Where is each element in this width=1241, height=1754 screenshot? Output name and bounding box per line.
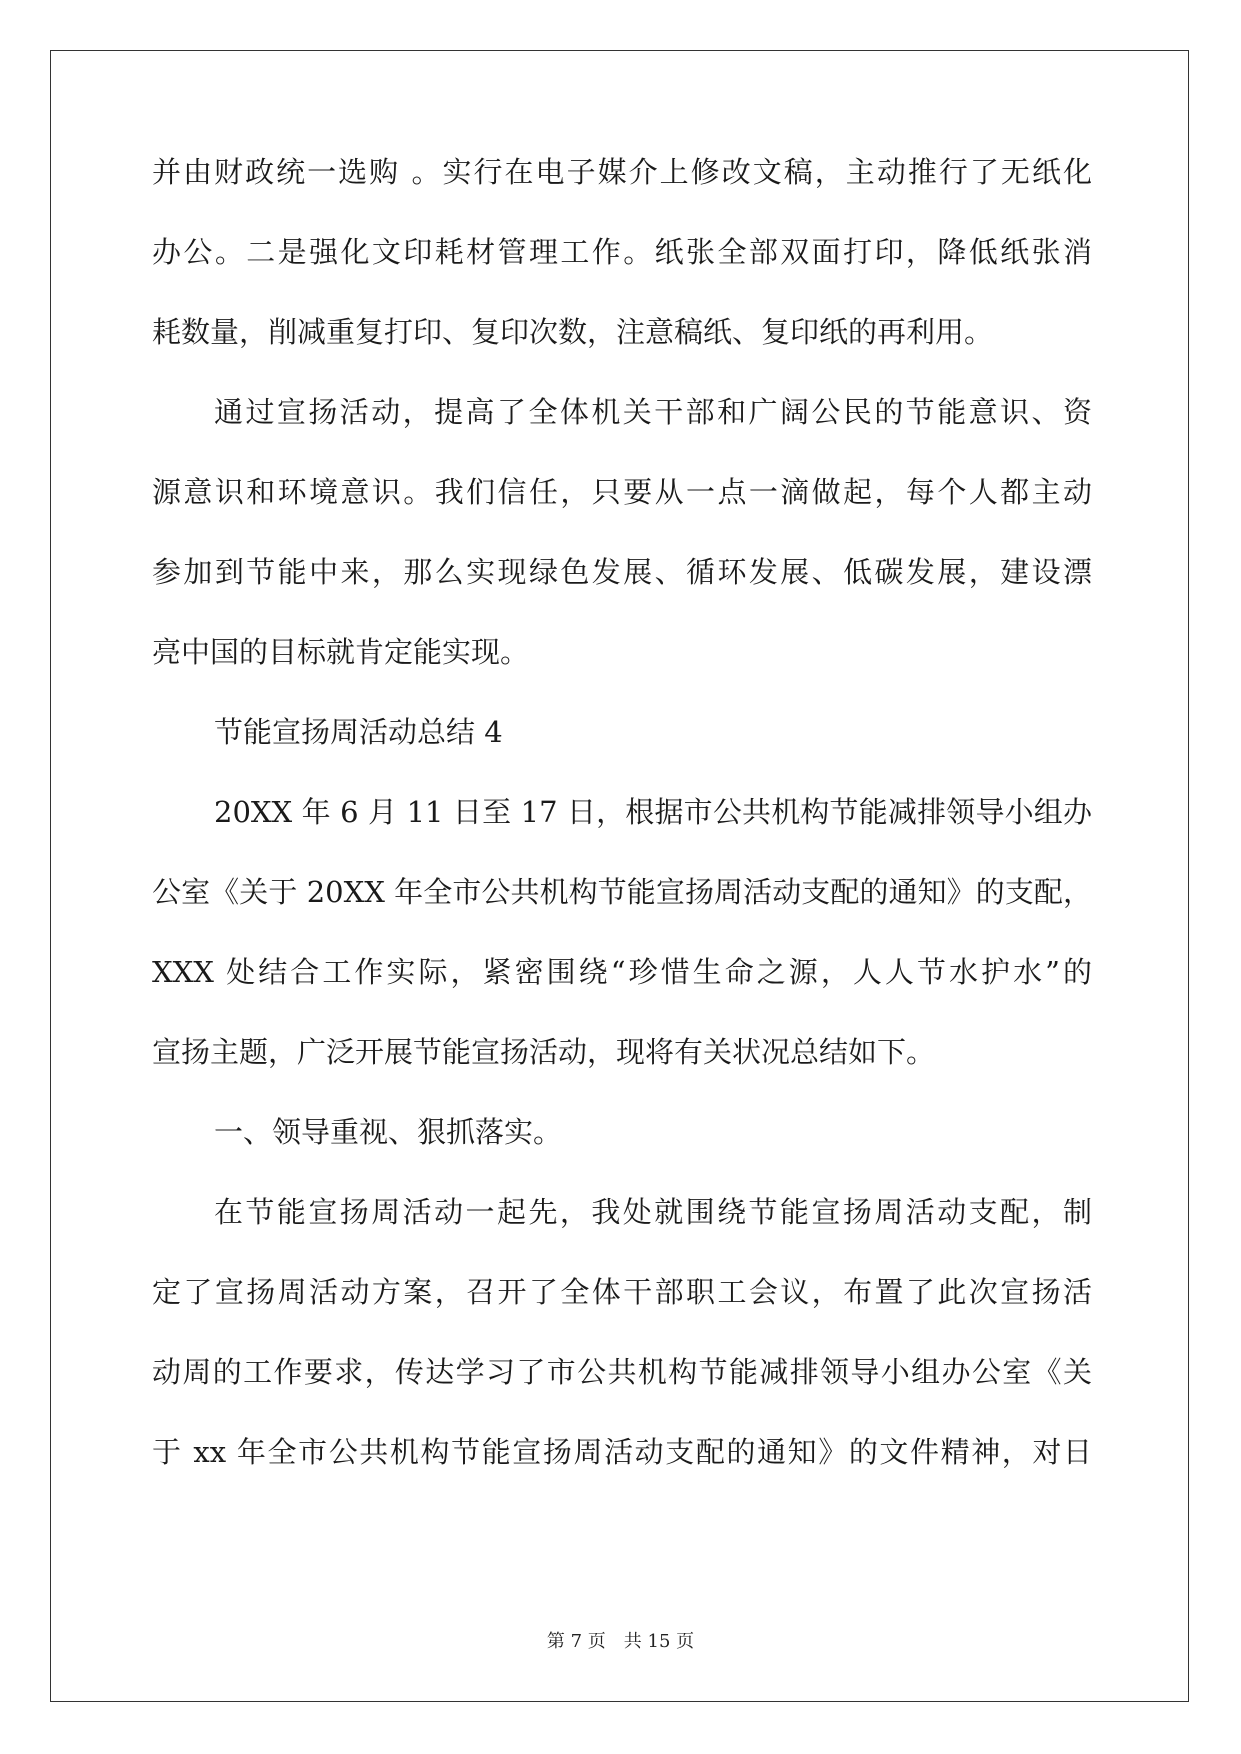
text-line: 办公。二是强化文印耗材管理工作。纸张全部双面打印，降低纸张消 xyxy=(152,235,1092,269)
text-line: 动周的工作要求，传达学习了市公共机构节能减排领导小组办公室《关 xyxy=(152,1355,1092,1389)
text-line: 公室《关于 20XX 年全市公共机构节能宣扬周活动支配的通知》的支配， xyxy=(152,875,1092,909)
text-line: 定了宣扬周活动方案，召开了全体干部职工会议，布置了此次宣扬活 xyxy=(152,1275,1092,1309)
subsection-heading: 一、领导重视、狠抓落实。 xyxy=(214,1115,563,1149)
text-line: XXX 处结合工作实际，紧密围绕“珍惜生命之源，人人节水护水”的 xyxy=(152,955,1092,989)
page-number: 第 7 页 共 15 页 xyxy=(546,1631,695,1652)
text-line: 宣扬主题，广泛开展节能宣扬活动，现将有关状况总结如下。 xyxy=(152,1035,936,1069)
section-heading: 节能宣扬周活动总结 4 xyxy=(214,715,503,749)
text-line: 通过宣扬活动，提高了全体机关干部和广阔公民的节能意识、资 xyxy=(214,395,1092,429)
text-line: 源意识和环境意识。我们信任，只要从一点一滴做起，每个人都主动 xyxy=(152,475,1092,509)
text-line: 在节能宣扬周活动一起先，我处就围绕节能宣扬周活动支配，制 xyxy=(214,1195,1092,1229)
text-line: 20XX 年 6 月 11 日至 17 日，根据市公共机构节能减排领导小组办 xyxy=(214,795,1092,829)
text-line: 并由财政统一选购 。实行在电子媒介上修改文稿，主动推行了无纸化 xyxy=(152,155,1092,189)
text-line: 于 xx 年全市公共机构节能宣扬周活动支配的通知》的文件精神，对日 xyxy=(152,1435,1092,1469)
text-line: 亮中国的目标就肯定能实现。 xyxy=(152,635,530,669)
text-line: 参加到节能中来，那么实现绿色发展、循环发展、低碳发展，建设漂 xyxy=(152,555,1092,589)
text-line: 耗数量，削减重复打印、复印次数，注意稿纸、复印纸的再利用。 xyxy=(152,315,994,349)
